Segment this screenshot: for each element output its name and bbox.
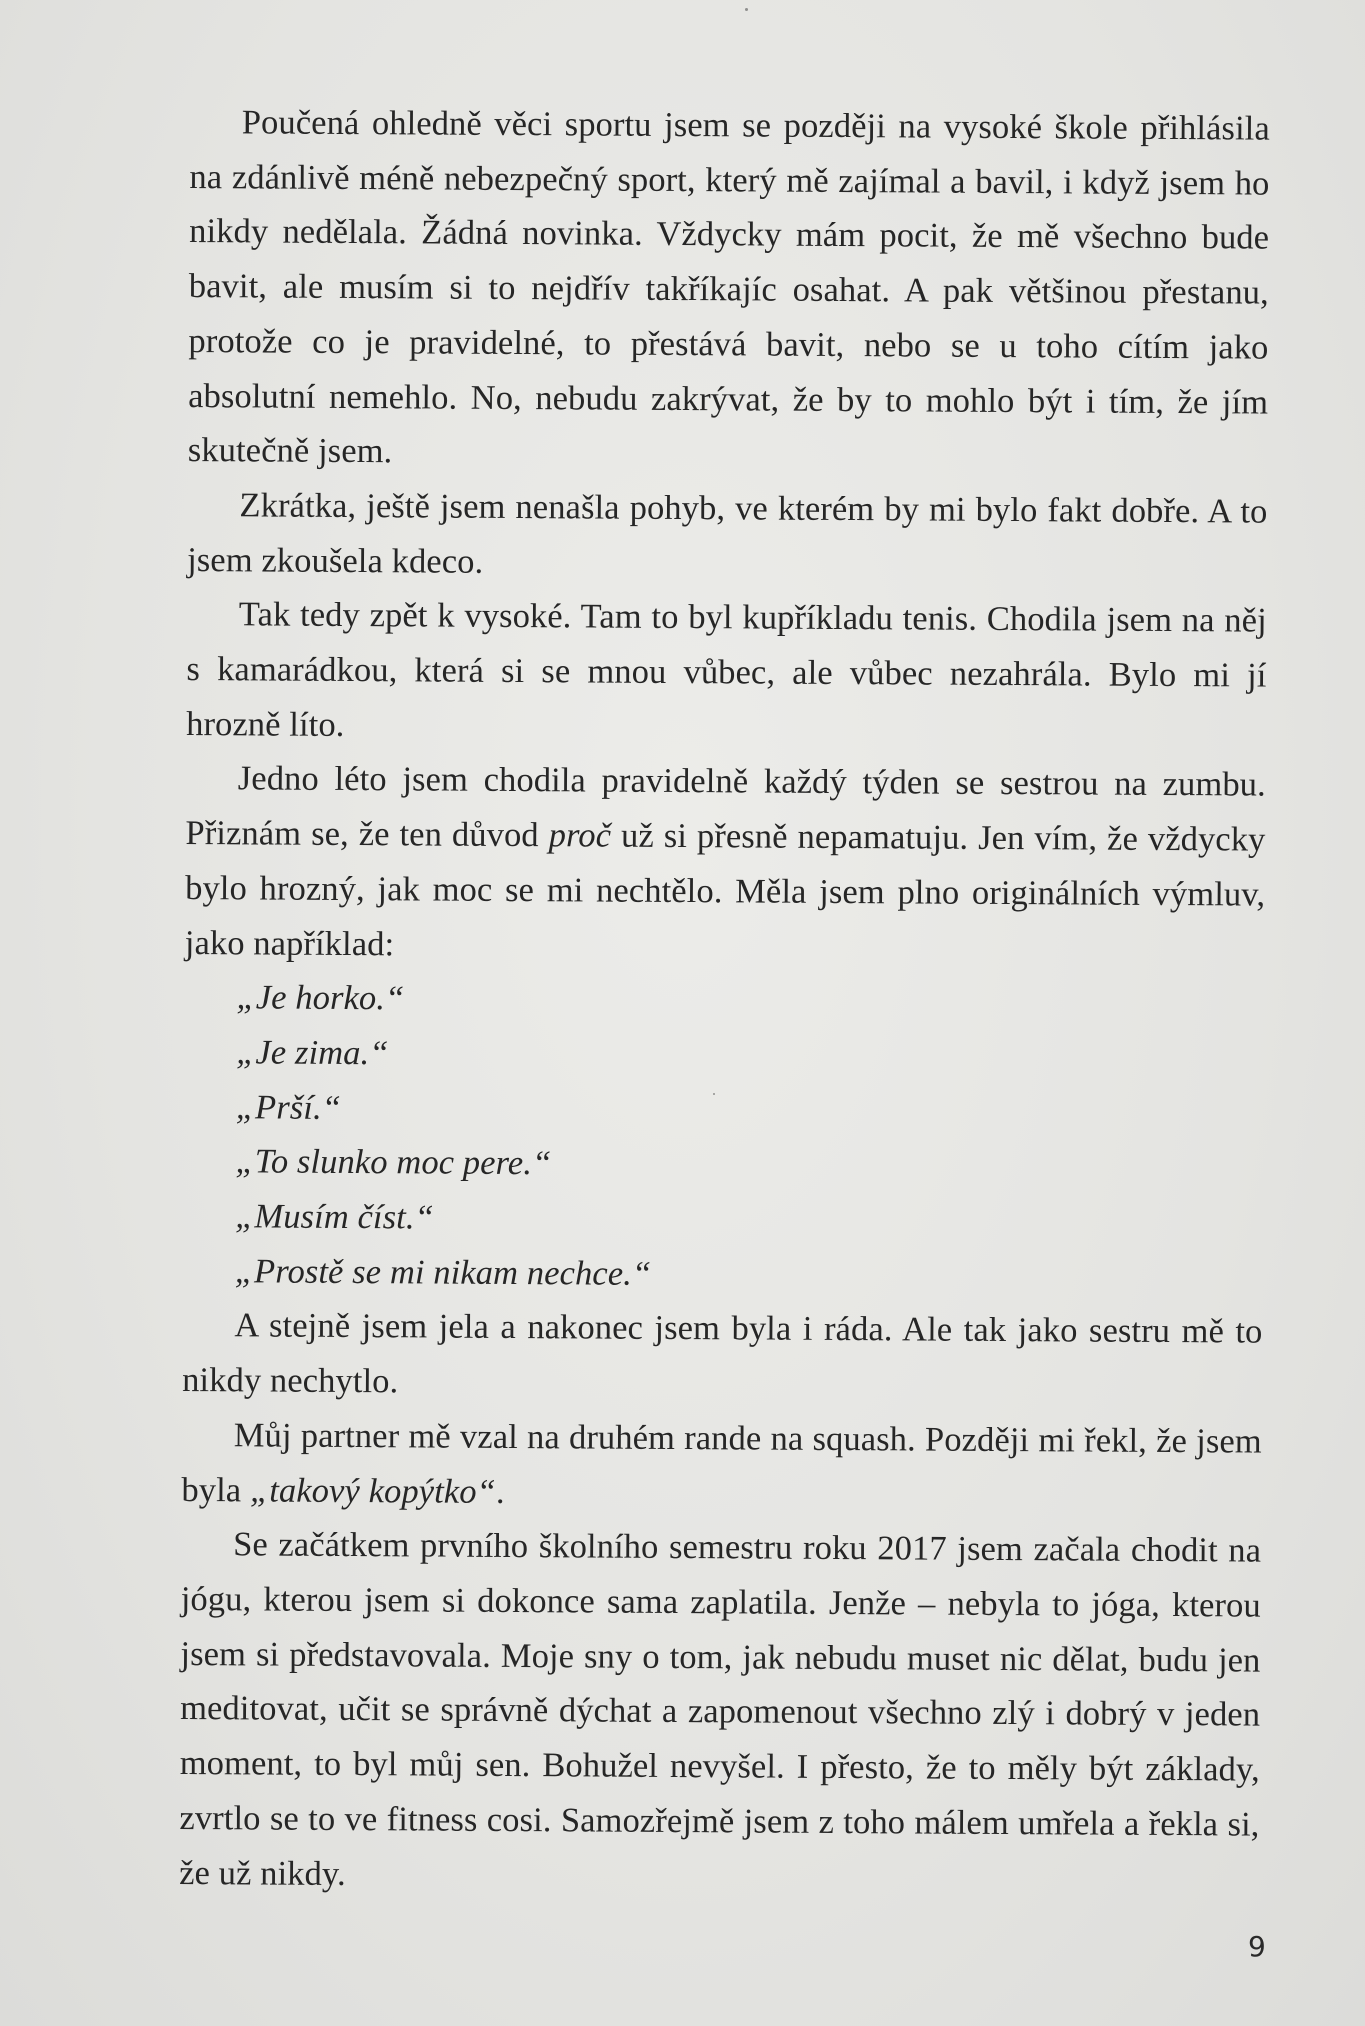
zumba-text-start: Jedno léto jsem chodila pravidelně každý týden se sestrou na zumbu. Přiznám se, že ten důvod: [185, 759, 1266, 855]
zumba-italic-word: proč: [548, 816, 612, 855]
body-text: [179, 95, 1270, 1907]
quote-excuse: „To slunko moc pere.“: [235, 1142, 552, 1183]
paper-speck: [713, 1093, 715, 1095]
quote-excuse: „Prší.“: [235, 1087, 342, 1127]
paragraph-squash: [181, 1408, 1262, 1524]
paragraph-after-quotes: A stejně jsem jela a nakonec jsem byla i ráda. Ale tak jako sestru mě to nikdy nechytlo.: [182, 1306, 1263, 1401]
quote-excuse: „Je horko.“: [236, 978, 405, 1018]
paragraph-sport-intro: Poučená ohledně věci sportu jsem se později na vysoké škole přihlásila na zdánlivě méně nebezpečný sport, který mě zajímal a bavil, i když jsem ho nikdy nedělala. Žádná novinka. Vždycky mám pocit, že mě všechno bude bavit, ale musím si to nejdřív takříkajíc osahat. A pak většinou přestanu, protože co je pravidelné, to přestává bavit, nebo se u toho cítím jako absolutní nemehlo. No, nebudu zakrývat, že by to mohlo být i tím, že jím skutečně jsem.: [187, 103, 1270, 471]
paper-speck: [745, 8, 748, 11]
paragraph-yoga: Se začátkem prvního školního semestru roku 2017 jsem začala chodit na jógu, kterou jsem si dokonce sama zaplatila. Jenže – nebyla to jóga, kterou jsem si představovala. Moje sny o tom, jak nebudu muset nic dělat, budu jen meditovat, učit se správně dýchat a zapomenout všechno zlý i dobrý v jeden moment, to byl můj sen. Bohužel nevyšel. I přesto, že to měly být základy, zvrtlo se to ve fitness cosi. Samozřejmě jsem z toho málem umřela a řekla si, že už nikdy.: [179, 1525, 1262, 1893]
quote-excuse: „Musím číst.“: [235, 1197, 435, 1237]
squash-italic-quote: „takový kopýtko“: [249, 1470, 497, 1511]
quote-excuse: „Je zima.“: [236, 1033, 389, 1073]
squash-text-start: Můj partner mě vzal na druhém rande na squash. Později mi řekl, že jsem byla: [181, 1416, 1262, 1509]
paragraph-movement: Zkrátka, ještě jsem nenašla pohyb, ve kterém by mi bylo fakt dobře. A to jsem zkoušela kdeco.: [187, 486, 1268, 581]
zumba-text-end: už si přesně nepamatuju. Jen vím, že vždycky bylo hrozný, jak moc se mi nechtělo. Měla jsem plno originálních výmluv, jako například:: [184, 816, 1266, 963]
page-number: 9: [1248, 1930, 1266, 1963]
quote-excuse: „Prostě se mi nikam nechce.“: [234, 1252, 652, 1293]
paragraph-tennis: Tak tedy zpět k vysoké. Tam to byl kupříkladu tenis. Chodila jsem na něj s kamarádkou, která si se mnou vůbec, ale vůbec nezahrála. Bylo mi jí hrozně líto.: [186, 595, 1267, 744]
paragraph-zumba: [185, 751, 1266, 976]
squash-text-end: .: [495, 1472, 505, 1511]
